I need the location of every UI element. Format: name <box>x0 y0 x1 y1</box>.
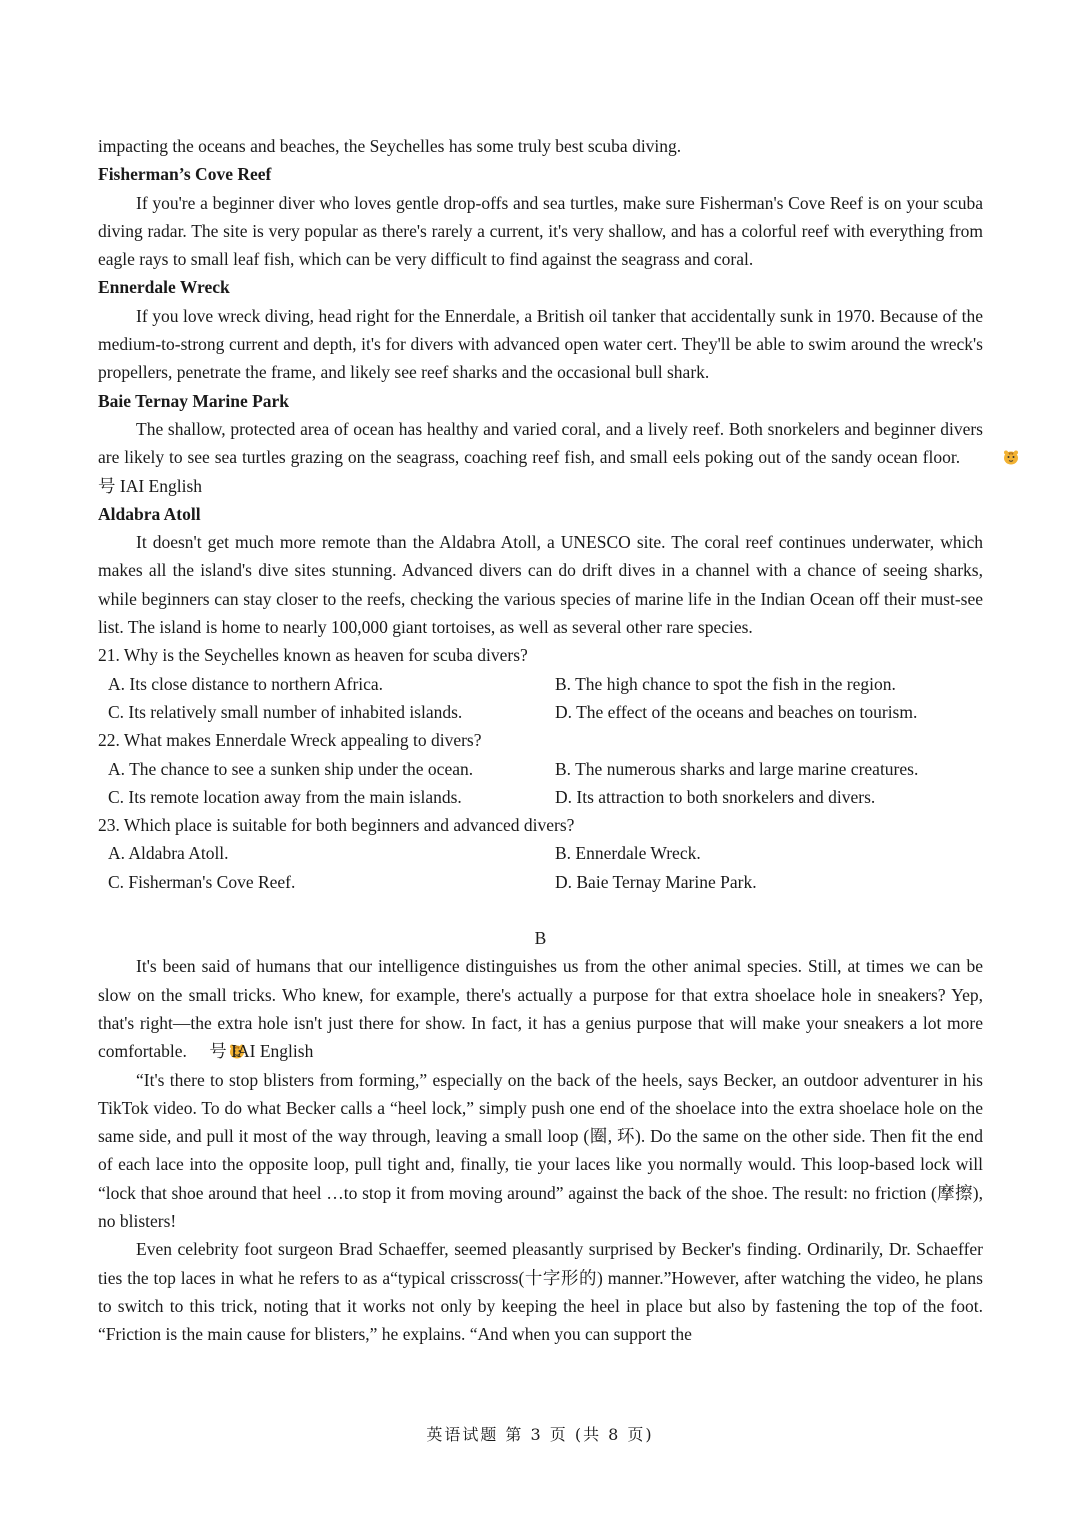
options-grid <box>98 670 983 727</box>
option-d: D. Baie Ternay Marine Park. <box>555 871 757 892</box>
section-ennerdale-wreck <box>98 273 983 386</box>
section-aldabra-atoll <box>98 500 983 641</box>
section-body: If you love wreck diving, head right for the Ennerdale, a British oil tanker that accidentally sunk in 1970. Because of the medium-to-strong current and depth, it's for divers with advanced open water cert. They'll be able to swim around the wreck's propellers, penetrate the frame, and likely see reef sharks and the occasional bull shark. <box>98 305 983 383</box>
section-heading: Aldabra Atoll <box>98 503 201 524</box>
page-footer: 英语试题 第 3 页 (共 8 页) <box>426 1425 654 1444</box>
watermark-text: 号 IAI English <box>209 1041 314 1062</box>
option-b: B. Ennerdale Wreck. <box>555 843 701 864</box>
passage-b-paragraph <box>98 952 983 1065</box>
exam-page <box>98 132 983 1348</box>
option-c: C. Its remote location away from the main islands. <box>108 786 462 807</box>
passage-b-paragraph: “It's there to stop blisters from forming,” especially on the back of the heels, says Becker, an outdoor adventurer in his TikTok video. To do what Becker calls a “heel lock,” simply push one end of the shoelace into the extra shoelace hole on the same side, and pull it most of the way through, leaving a small loop (圈, 环). Do the same on the other side. Then fit the end of each lace into the opposite loop, pull tight and, finally, tie your laces like you normally would. This loop-based lock will “lock that shoe around that heel …to stop it from moving around” against the back of the shoe. The result: no friction (摩擦), no blisters! <box>98 1069 983 1231</box>
option-d: D. Its attraction to both snorkelers and divers. <box>555 786 876 807</box>
section-fishermans-cove <box>98 160 983 273</box>
question-stem: 21. Why is the Seychelles known as heaven for scuba divers? <box>98 645 528 666</box>
watermark-text: 号 IAI English <box>98 475 203 496</box>
passage-a-intro-end: impacting the oceans and beaches, the Seychelles has some truly best scuba diving. <box>98 136 682 156</box>
question-23 <box>98 811 983 896</box>
option-b: B. The numerous sharks and large marine creatures. <box>555 758 919 779</box>
question-22 <box>98 726 983 811</box>
section-heading: Baie Ternay Marine Park <box>98 390 290 411</box>
question-stem: 23. Which place is suitable for both beginners and advanced divers? <box>98 815 575 836</box>
tiger-emoji-icon <box>965 445 981 460</box>
options-grid <box>98 839 983 896</box>
section-body: It doesn't get much more remote than the Aldabra Atoll, a UNESCO site. The coral reef continues underwater, which makes all the island's dive sites stunning. Advanced divers can do drift dives in a channel with a chance of seeing sharks, while beginners can stay closer to the reefs, checking the various species of marine life in the Indian Ocean off their must-see list. The island is home to nearly 100,000 giant tortoises, as well as several other rare species. <box>98 532 983 638</box>
passage-b-paragraph: Even celebrity foot surgeon Brad Schaeffer, seemed pleasantly surprised by Becker's finding. Ordinarily, Dr. Schaeffer ties the top laces in what he refers to as a“typical crisscross(十字形的) manner.”However, after watching the video, he plans to switch to this trick, noting that it works not only by keeping the heel in place but also by fastening the top of the foot. “Friction is the main cause for blisters,” he explains. “And when you can support the <box>98 1239 983 1345</box>
options-grid <box>98 755 983 812</box>
option-b: B. The high chance to spot the fish in the region. <box>555 673 896 694</box>
option-c: C. Its relatively small number of inhabited islands. <box>108 701 463 722</box>
section-heading: Fisherman’s Cove Reef <box>98 164 272 185</box>
section-body <box>98 415 983 500</box>
tiger-emoji-icon <box>191 1039 207 1054</box>
section-heading: Ennerdale Wreck <box>98 277 230 298</box>
option-a: A. Its close distance to northern Africa. <box>108 673 384 694</box>
section-baie-ternay <box>98 387 983 500</box>
option-a: A. Aldabra Atoll. <box>108 843 229 864</box>
option-a: A. The chance to see a sunken ship under the ocean. <box>108 758 474 779</box>
section-body: If you're a beginner diver who loves gentle drop-offs and sea turtles, make sure Fisherman's Cove Reef is on your scuba diving radar. The site is very popular as there's rarely a current, it's very shallow, and has a colorful reef with everything from eagle rays to small leaf fish, which can be very difficult to find against the seagrass and coral. <box>98 192 983 270</box>
paragraph-text: It's been said of humans that our intelligence distinguishes us from the other animal species. Still, at times we can be slow on the small tricks. Who knew, for example, there's actually a purpose for that extra shoelace hole in sneakers? Yep, that's right—the extra hole isn't just there for show. In fact, it has a genius purpose that will make your sneakers a lot more comfortable. <box>98 956 983 1062</box>
question-stem: 22. What makes Ennerdale Wreck appealing to divers? <box>98 730 482 751</box>
section-body-text: The shallow, protected area of ocean has healthy and varied coral, and a lively reef. Both snorkelers and beginner divers are likely to see sea turtles grazing on the seagrass, coaching reef fish, and small eels poking out of the sandy ocean floor. <box>98 418 983 468</box>
question-21 <box>98 641 983 726</box>
passage-b-label: B <box>534 928 547 949</box>
option-d: D. The effect of the oceans and beaches on tourism. <box>555 701 918 722</box>
option-c: C. Fisherman's Cove Reef. <box>108 871 296 892</box>
